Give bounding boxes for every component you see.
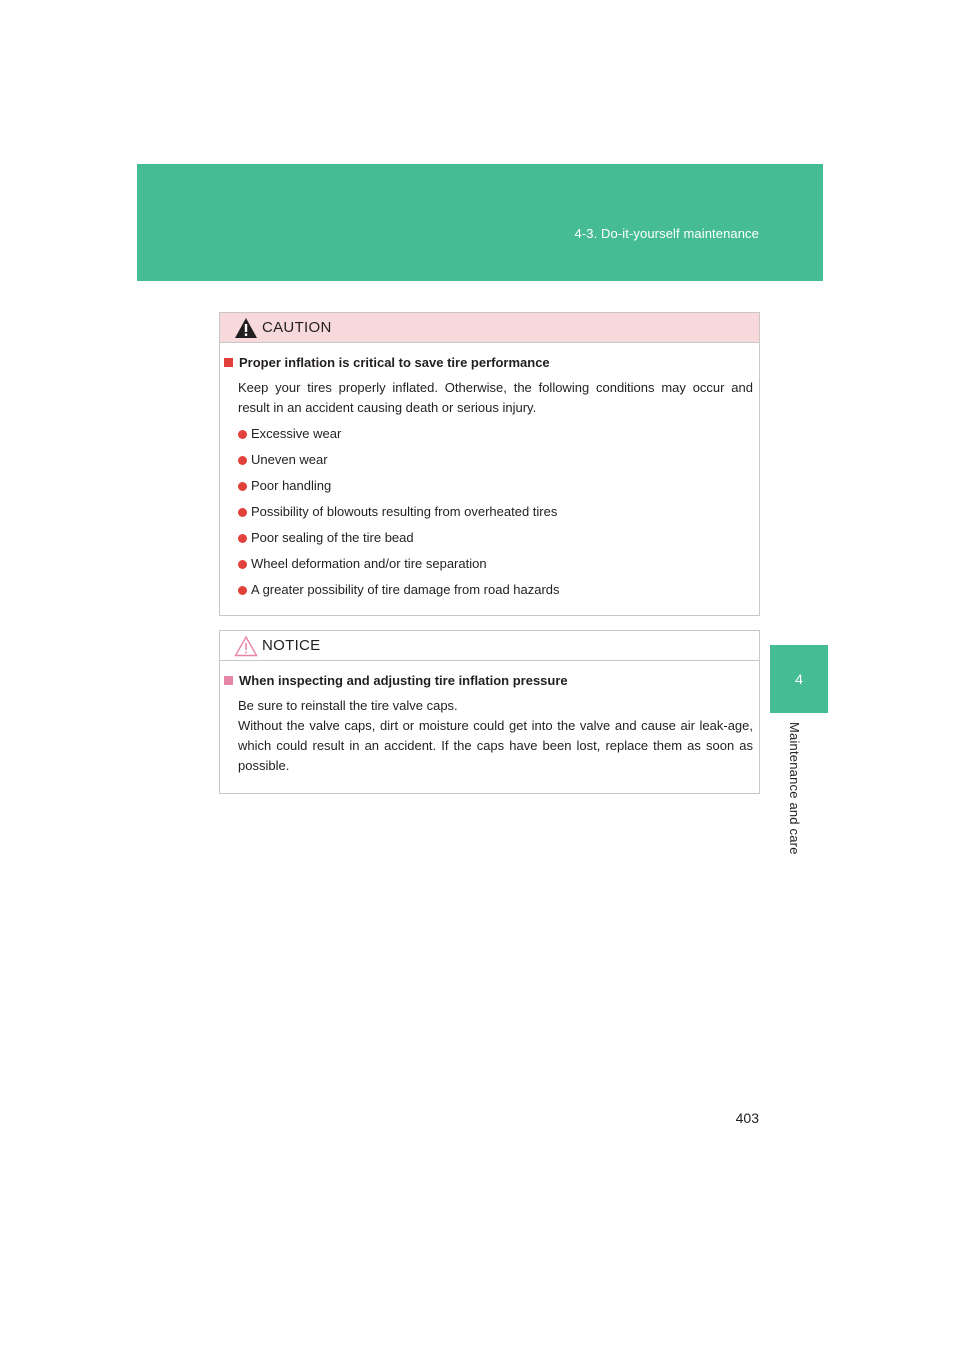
chapter-title: Maintenance and care [787, 722, 802, 855]
list-item: A greater possibility of tire damage from road hazards [238, 580, 753, 600]
caution-list [224, 424, 753, 600]
caution-box [219, 312, 760, 616]
section-title: 4-3. Do-it-yourself maintenance [574, 226, 759, 241]
square-bullet-icon [224, 676, 233, 685]
chapter-tab[interactable] [770, 645, 828, 713]
caution-label: CAUTION [262, 319, 332, 336]
page-number: 403 [735, 1110, 759, 1126]
notice-label: NOTICE [262, 637, 321, 654]
list-item: Wheel deformation and/or tire separation [238, 554, 753, 574]
list-item: Poor handling [238, 476, 753, 496]
caution-intro: Keep your tires properly inflated. Otherwise, the following conditions may occur and result in an accident causing death or serious injury. [238, 380, 753, 415]
list-item: Poor sealing of the tire bead [238, 528, 753, 548]
notice-box [219, 630, 760, 794]
dot-bullet-icon [238, 560, 247, 569]
dot-bullet-icon [238, 456, 247, 465]
dot-bullet-icon [238, 482, 247, 491]
list-item: Excessive wear [238, 424, 753, 444]
dot-bullet-icon [238, 586, 247, 595]
list-item: Uneven wear [238, 450, 753, 470]
dot-bullet-icon [238, 430, 247, 439]
caution-heading [224, 355, 753, 370]
header-band [137, 164, 823, 281]
warning-triangle-icon [234, 317, 258, 339]
caution-heading-text: Proper inflation is critical to save tire performance [239, 355, 550, 370]
square-bullet-icon [224, 358, 233, 367]
warning-triangle-outline-icon [234, 635, 258, 657]
chapter-number: 4 [795, 671, 803, 687]
caution-header [220, 313, 759, 343]
notice-heading-text: When inspecting and adjusting tire inflation pressure [239, 673, 568, 688]
notice-header [220, 631, 759, 661]
list-item: Possibility of blowouts resulting from overheated tires [238, 502, 753, 522]
notice-line-2: Without the valve caps, dirt or moisture could get into the valve and cause air leak-age, which could result in an accident. If the caps have been lost, replace them as soon as possible. [238, 718, 753, 773]
dot-bullet-icon [238, 534, 247, 543]
notice-line-1: Be sure to reinstall the tire valve caps. [238, 698, 458, 713]
dot-bullet-icon [238, 508, 247, 517]
notice-heading [224, 673, 753, 688]
